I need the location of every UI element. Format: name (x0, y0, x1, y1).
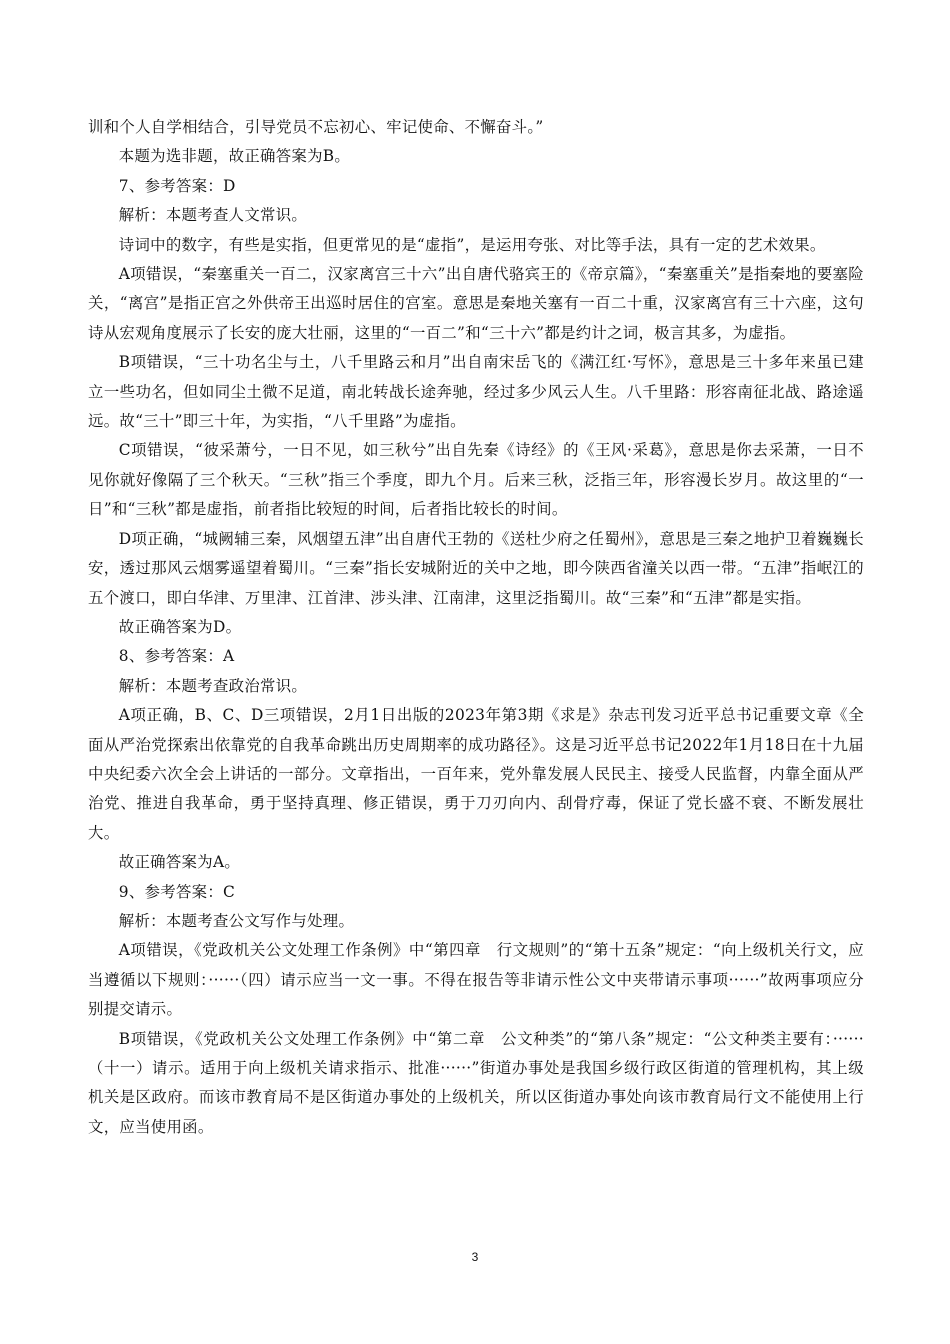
analysis-7-intro: 解析：本题考查人文常识。 (118, 206, 308, 225)
option-c-explanation-7: C项错误，“彼采萧兮，一日不见，如三秋兮”出自先秦《诗经》的《王风·采葛》，意思是你去采萧，一日不见你就好像隔了三个秋天。“三秋”指三个季度，即九个月。后来三秋，泛指三年，形容漫长岁月。故这里的“一日”和“三秋”都是虚指，前者指比较短的时间，后者指比较长的时间。 (88, 441, 864, 519)
option-b-explanation-9: B项错误，《党政机关公文处理工作条例》中“第二章 公文种类”的“第八条”规定：“公文种类主要有：······（十一）请示。适用于向上级机关请求指示、批准······”街道办事处是我国乡级行政区街道的管理机构，其上级机关是区政府。而该市教育局不是区街道办事处的上级机关，所以区街道办事处向该市教育局行文不能使用上行文，应当使用函。 (88, 1029, 864, 1136)
answer-8-heading: 8、参考答案：A (118, 647, 235, 666)
paragraph-2: 本题为选非题，故正确答案为B。 (118, 147, 351, 166)
option-a-explanation-9: A项错误，《党政机关公文处理工作条例》中“第四章 行文规则”的“第十五条”规定：“向上级机关行文，应当遵循以下规则：······（四）请示应当一文一事。不得在报告等非请示性公文中夹带请示事项······”故两事项应分别提交请示。 (88, 941, 864, 1019)
paragraph-5: 诗词中的数字，有些是实指，但更常见的是“虚指”，是运用夸张、对比等手法，具有一定的艺术效果。 (118, 235, 826, 254)
answer-7-heading: 7、参考答案：D (118, 176, 236, 195)
analysis-8-intro: 解析：本题考查政治常识。 (118, 676, 308, 695)
conclusion-8: 故正确答案为A。 (118, 853, 241, 872)
document-body (88, 113, 864, 1142)
option-d-explanation-7: D项正确，“城阙辅三秦，风烟望五津”出自唐代王勃的《送杜少府之任蜀州》，意思是三秦之地护卫着巍巍长安，透过那风云烟雾遥望着蜀川。“三秦”指长安城附近的关中之地，即今陕西省潼关以西一带。“五津”指岷江的五个渡口，即白华津、万里津、江首津、涉头津、江南津，这里泛指蜀川。故“三秦”和“五津”都是实指。 (88, 529, 864, 607)
analysis-9-intro: 解析：本题考查公文写作与处理。 (118, 911, 355, 930)
option-a-explanation-7: A项错误，“秦塞重关一百二，汉家离宫三十六”出自唐代骆宾王的《帝京篇》，“秦塞重关”是指秦地的要塞险关，“离宫”是指正宫之外供帝王出巡时居住的宫室。意思是秦地关塞有一百二十重，汉家离宫有三十六座，这句诗从宏观角度展示了长安的庞大壮丽，这里的“一百二”和“三十六”都是约计之词，极言其多，为虚指。 (88, 265, 864, 342)
answer-9-heading: 9、参考答案：C (118, 882, 236, 901)
option-b-explanation-7: B项错误，“三十功名尘与土，八千里路云和月”出自南宋岳飞的《满江红·写怀》，意思是三十多年来虽已建立一些功名，但如同尘土微不足道，南北转战长途奔驰，经过多少风云人生。八千里路：形容南征北战、路途遥远。故“三十”即三十年，为实指，“八千里路”为虚指。 (88, 353, 864, 431)
conclusion-7: 故正确答案为D。 (118, 617, 242, 636)
option-explanation-8: A项正确，B、C、D三项错误，2月1日出版的2023年第3期《求是》杂志刊发习近平总书记重要文章《全面从严治党探索出依靠党的自我革命跳出历史周期率的成功路径》。这是习近平总书记2022年1月18日在十九届中央纪委六次全会上讲话的一部分。文章指出，一百年来，党外靠发展人民民主、接受人民监督，内靠全面从严治党、推进自我革命，勇于坚持真理、修正错误，勇于刀刃向内、刮骨疗毒，保证了党长盛不衰、不断发展壮大。 (88, 706, 864, 842)
paragraph-1: 训和个人自学相结合，引导党员不忘初心、牢记使命、不懈奋斗。” (88, 118, 544, 136)
page-number: 3 (471, 1250, 479, 1264)
